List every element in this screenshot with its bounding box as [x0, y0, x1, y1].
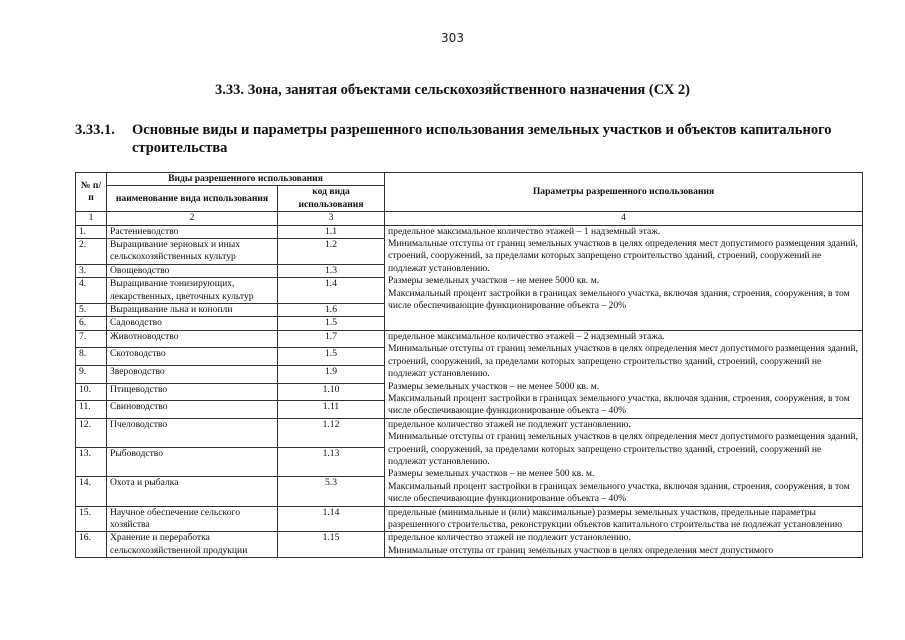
param-line: предельное количество этажей не подлежит установлению. — [388, 532, 631, 544]
table-row — [76, 418, 863, 447]
use-code: 1.13 — [278, 448, 385, 477]
params-cell-a — [385, 225, 863, 330]
row-number: 14. — [76, 477, 107, 506]
use-code: 1.5 — [278, 317, 385, 330]
section-number: 3.33.1. — [75, 122, 115, 138]
use-name: Скотоводство — [107, 348, 278, 366]
row-number: 5. — [76, 304, 107, 317]
use-name: Выращивание зерновых и иных сельскохозяйственных культур — [107, 239, 278, 265]
table-row — [76, 506, 863, 532]
row-number: 11. — [76, 401, 107, 419]
use-code: 1.3 — [278, 264, 385, 277]
page-number: 303 — [441, 31, 464, 45]
param-line: Минимальные отступы от границ земельных участков в целях определения мест допустимого размещения зданий, строений, сооружений, за пределами которых запрещено строительство зданий, строений, сооружений не подлежат установлению. — [388, 343, 858, 380]
use-name: Овощеводство — [107, 264, 278, 277]
param-line: Размеры земельных участков – не менее 5000 кв. м. — [388, 275, 600, 287]
param-line: предельное максимальное количество этажей – 2 надземный этажа. — [388, 330, 665, 342]
row-number: 8. — [76, 348, 107, 366]
param-line: предельное количество этажей не подлежит установлению. — [388, 418, 631, 430]
header-params: Параметры разрешенного использования — [385, 173, 863, 212]
use-name: Хранение и переработка сельскохозяйственной продукции — [107, 532, 278, 558]
param-line: Размеры земельных участков – не менее 500 кв. м. — [388, 468, 595, 480]
header-name: наименование вида использования — [107, 186, 278, 212]
zone-title: 3.33. Зона, занятая объектами сельскохозяйственного назначения (СХ 2) — [214, 82, 690, 98]
use-code: 1.5 — [278, 348, 385, 366]
land-use-table — [75, 172, 863, 558]
use-code: 1.7 — [278, 330, 385, 348]
row-number: 15. — [76, 506, 107, 532]
param-line: Максимальный процент застройки в границах земельного участка, включая здания, строения, сооружения, в том числе обеспечивающие функционирование объекта – 40% — [388, 392, 850, 417]
use-name: Свиноводство — [107, 401, 278, 419]
param-line: Минимальные отступы от границ земельных участков в целях определения мест допустимого — [388, 544, 774, 556]
param-line: предельные (минимальные и (или) максимальные) размеры земельных участков, предельные параметры разрешенного строительства, реконструкции объектов капитального строительства не подлежат установлению — [388, 506, 842, 530]
table-row — [76, 225, 863, 238]
use-name: Животноводство — [107, 330, 278, 348]
column-number: 2 — [107, 212, 278, 225]
params-cell-e — [385, 532, 863, 558]
params-cell-d — [385, 506, 863, 532]
column-numbers-row — [76, 212, 863, 225]
row-number: 12. — [76, 418, 107, 447]
use-name: Рыбоводство — [107, 448, 278, 477]
param-line: Размеры земельных участков – не менее 5000 кв. м. — [388, 380, 600, 392]
row-number: 2. — [76, 239, 107, 265]
use-code: 1.4 — [278, 278, 385, 304]
use-code: 1.14 — [278, 506, 385, 532]
use-name: Охота и рыбалка — [107, 477, 278, 506]
row-number: 9. — [76, 366, 107, 384]
param-line: Минимальные отступы от границ земельных участков в целях определения мест допустимого размещения зданий, строений, сооружений, за пределами которых запрещено строительство зданий, строений, сооружений не подлежат установлению. — [388, 238, 858, 274]
use-code: 1.10 — [278, 383, 385, 401]
use-name: Научное обеспечение сельского хозяйства — [107, 506, 278, 532]
row-number: 4. — [76, 278, 107, 304]
use-code: 1.6 — [278, 304, 385, 317]
header-num: № п/п — [76, 173, 107, 212]
use-code: 1.15 — [278, 532, 385, 558]
column-number: 1 — [76, 212, 107, 225]
use-name: Выращивание льна и конопли — [107, 304, 278, 317]
use-code: 1.12 — [278, 418, 385, 447]
param-line: Минимальные отступы от границ земельных участков в целях определения мест допустимого размещения зданий, строений, сооружений, за пределами которых запрещено строительство зданий, строений, сооружений не подлежат установлению. — [388, 431, 858, 467]
row-number: 16. — [76, 532, 107, 558]
table-row — [76, 532, 863, 558]
row-number: 6. — [76, 317, 107, 330]
row-number: 3. — [76, 264, 107, 277]
param-line: предельное максимальное количество этажей – 1 надземный этаж. — [388, 225, 661, 237]
use-code: 1.11 — [278, 401, 385, 419]
header-group: Виды разрешенного использования — [107, 173, 385, 186]
use-name: Пчеловодство — [107, 418, 278, 447]
row-number: 13. — [76, 448, 107, 477]
row-number: 10. — [76, 383, 107, 401]
param-line: Максимальный процент застройки в границах земельного участка, включая здания, строения, сооружения, в том числе обеспечивающие функционирование объекта – 40% — [388, 480, 850, 505]
use-code: 5.3 — [278, 477, 385, 506]
table-row — [76, 330, 863, 348]
use-code: 1.9 — [278, 366, 385, 384]
params-cell-c — [385, 418, 863, 506]
param-line: Максимальный процент застройки в границах земельного участка, включая здания, строения, сооружения, в том числе обеспечивающие функционирование объекта – 20% — [388, 287, 850, 312]
use-name: Птицеводство — [107, 383, 278, 401]
column-number: 4 — [385, 212, 863, 225]
section-title: Основные виды и параметры разрешенного использования земельных участков и объектов капитального строительства — [132, 122, 832, 156]
row-number: 1. — [76, 225, 107, 238]
column-number: 3 — [278, 212, 385, 225]
header-code: код вида использования — [278, 186, 385, 212]
use-name: Садоводство — [107, 317, 278, 330]
use-name: Растениеводство — [107, 225, 278, 238]
use-name: Выращивание тонизирующих, лекарственных, цветочных культур — [107, 278, 278, 304]
row-number: 7. — [76, 330, 107, 348]
use-code: 1.2 — [278, 239, 385, 265]
use-name: Звероводство — [107, 366, 278, 384]
use-code: 1.1 — [278, 225, 385, 238]
params-cell-b — [385, 330, 863, 418]
